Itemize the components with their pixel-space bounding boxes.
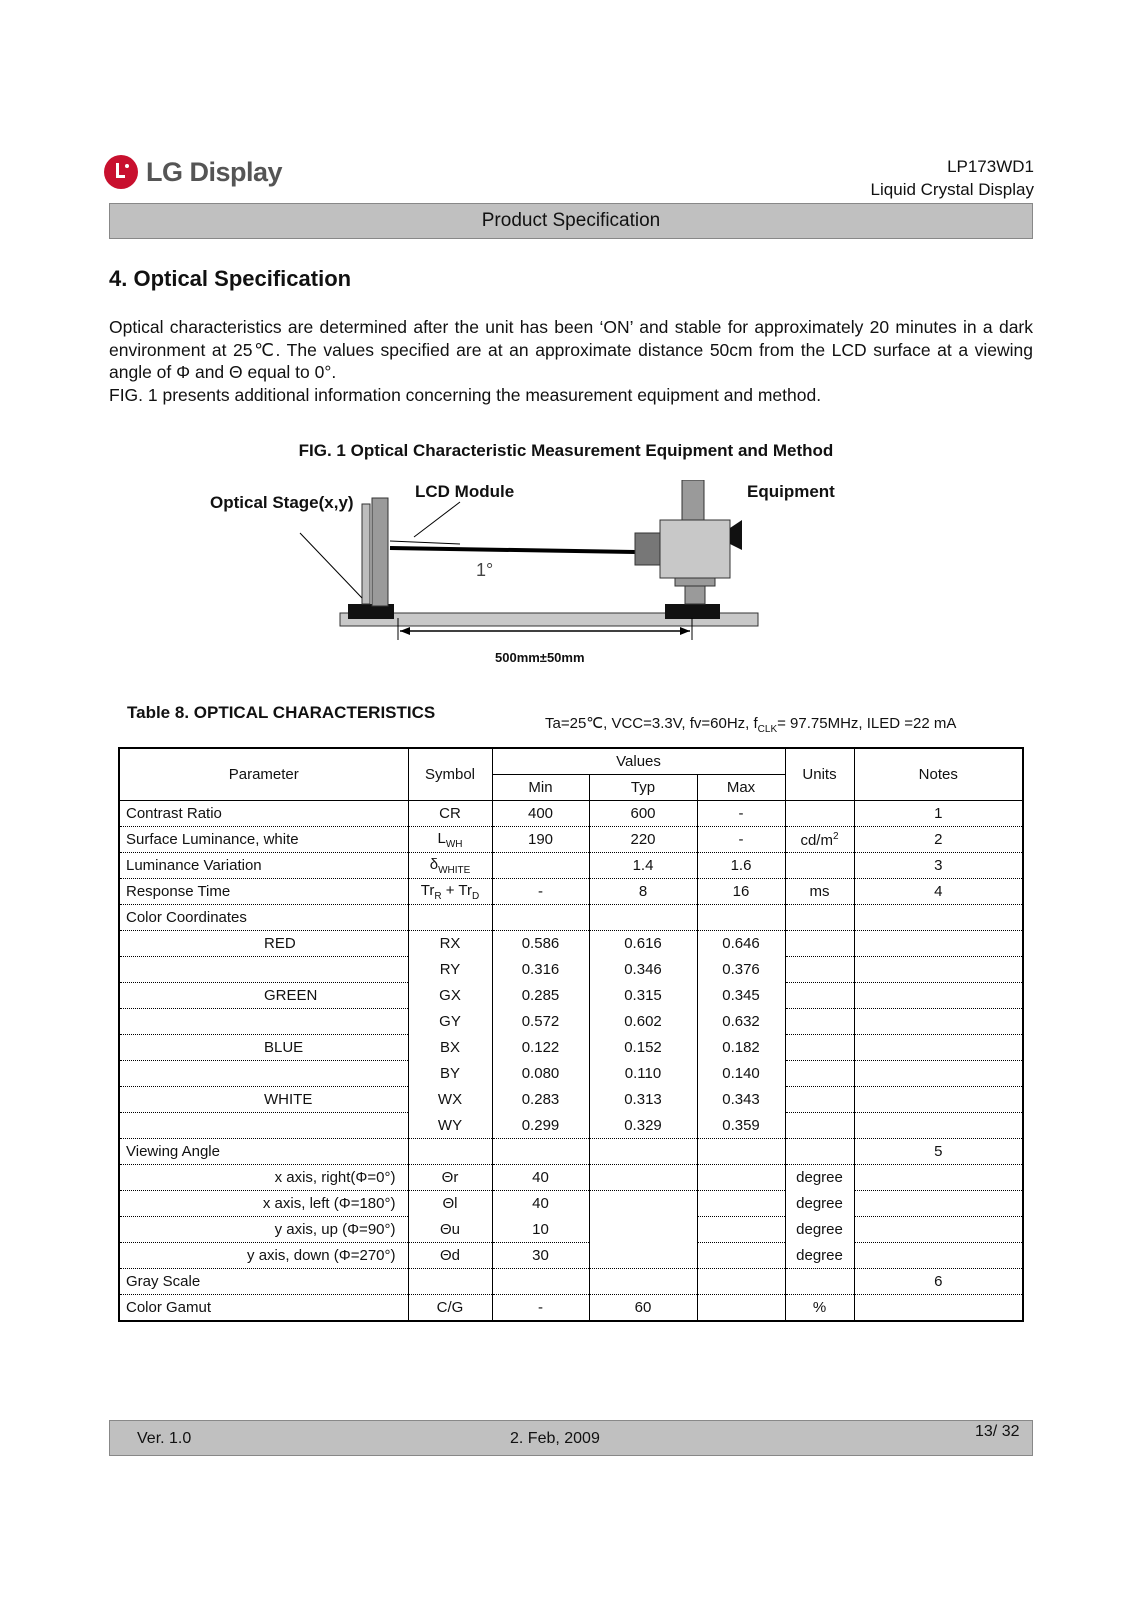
notes-cell: [854, 1087, 1023, 1113]
units-cell: [785, 905, 854, 931]
notes-cell: [854, 1165, 1023, 1191]
symbol-subscript: WHITE: [438, 864, 471, 876]
symbol-text: δ: [429, 855, 439, 873]
symbol-cell: GX: [408, 983, 492, 1009]
table-row: [119, 1087, 1023, 1113]
label-optical-stage: Optical Stage(x,y): [210, 493, 354, 512]
symbol-cell: [408, 827, 492, 853]
param-cell: y axis, up (Φ=90°): [119, 1217, 408, 1243]
header-typ: Typ: [589, 775, 697, 801]
symbol-cell: BX: [408, 1035, 492, 1061]
param-cell: [119, 1061, 408, 1087]
param-cell: y axis, down (Φ=270°): [119, 1243, 408, 1269]
typ-cell: 8: [589, 879, 697, 905]
equipment-foot: [665, 604, 720, 619]
notes-cell: 4: [854, 879, 1023, 905]
table-row: [119, 1217, 1023, 1243]
units-cell: [785, 801, 854, 827]
table-row: [119, 801, 1023, 827]
beam-line-upper: [390, 541, 460, 544]
header-symbol: Symbol: [408, 748, 492, 801]
equipment-post-top: [682, 480, 704, 520]
footer-version: Ver. 1.0: [137, 1430, 192, 1447]
units-cell: [785, 1009, 854, 1035]
max-cell: 0.182: [697, 1035, 785, 1061]
stage-leader-line: [300, 533, 362, 598]
typ-cell: 0.602: [589, 1009, 697, 1035]
typ-cell: 1.4: [589, 853, 697, 879]
param-cell: Viewing Angle: [119, 1139, 408, 1165]
min-cell: 0.080: [492, 1061, 589, 1087]
header-units: Units: [785, 748, 854, 801]
symbol-subscript: R: [434, 890, 442, 902]
param-cell: GREEN: [119, 983, 408, 1009]
min-cell: 0.299: [492, 1113, 589, 1139]
equipment-body: [660, 520, 730, 578]
header-parameter: Parameter: [119, 748, 408, 801]
max-cell: 0.359: [697, 1113, 785, 1139]
min-cell: 40: [492, 1191, 589, 1217]
table-row: [119, 1035, 1023, 1061]
units-cell: [785, 853, 854, 879]
max-cell: -: [697, 827, 785, 853]
notes-cell: [854, 1113, 1023, 1139]
max-cell: 1.6: [697, 853, 785, 879]
symbol-cell: Θd: [408, 1243, 492, 1269]
symbol-cell: [408, 905, 492, 931]
max-cell: [697, 1191, 785, 1217]
table-row: [119, 905, 1023, 931]
param-cell: WHITE: [119, 1087, 408, 1113]
notes-cell: 5: [854, 1139, 1023, 1165]
footer-date: 2. Feb, 2009: [510, 1430, 600, 1447]
equipment-post-bottom: [685, 586, 705, 604]
table-row: [119, 931, 1023, 957]
min-cell: 0.283: [492, 1087, 589, 1113]
symbol-text: L: [437, 829, 446, 847]
typ-cell: 0.346: [589, 957, 697, 983]
min-cell: [492, 1139, 589, 1165]
label-equipment: Equipment: [747, 482, 835, 501]
table-row: [119, 827, 1023, 853]
notes-cell: [854, 1061, 1023, 1087]
typ-cell: 0.152: [589, 1035, 697, 1061]
param-cell: Color Gamut: [126, 1299, 212, 1316]
units-cell: [785, 957, 854, 983]
conditions-text: Ta=25℃, VCC=3.3V, fv=60Hz, f: [545, 715, 758, 732]
units-cell: [785, 1139, 854, 1165]
param-cell: x axis, right(Φ=0°): [119, 1165, 408, 1191]
section-intro: [109, 316, 1033, 406]
notes-cell: [854, 931, 1023, 957]
max-cell: [697, 905, 785, 931]
typ-cell: [589, 1269, 697, 1295]
conditions-text-end: = 97.75MHz, ILED =22 mA: [777, 715, 957, 732]
equipment-mount: [675, 578, 715, 586]
param-cell: [119, 957, 408, 983]
symbol-cell: CR: [408, 801, 492, 827]
typ-cell: 0.110: [589, 1061, 697, 1087]
equipment-eyepiece: [730, 520, 742, 550]
param-cell: Gray Scale: [119, 1269, 408, 1295]
max-cell: [697, 1165, 785, 1191]
symbol-cell: [408, 879, 492, 905]
symbol-cell: Θl: [408, 1191, 492, 1217]
brand-logo: [104, 155, 282, 189]
typ-cell: 600: [589, 801, 697, 827]
max-cell: 0.632: [697, 1009, 785, 1035]
symbol-cell: RX: [408, 931, 492, 957]
param-cell: Color Coordinates: [119, 905, 408, 931]
min-cell: 30: [492, 1243, 589, 1269]
param-cell: RED: [119, 931, 408, 957]
units-cell: ms: [785, 879, 854, 905]
max-cell: [697, 1295, 785, 1322]
symbol-cell: WY: [408, 1113, 492, 1139]
notes-cell: 1: [854, 801, 1023, 827]
notes-cell: [854, 1217, 1023, 1243]
typ-cell: 220: [589, 827, 697, 853]
units-cell: [785, 931, 854, 957]
max-cell: -: [697, 801, 785, 827]
min-cell: 400: [492, 801, 589, 827]
max-cell: [697, 1269, 785, 1295]
table-row: [119, 1295, 1023, 1322]
equipment-lens: [635, 533, 660, 565]
max-cell: [697, 1217, 785, 1243]
notes-cell: 2: [854, 827, 1023, 853]
notes-cell: [854, 983, 1023, 1009]
table-row: [119, 1269, 1023, 1295]
table-row: [119, 853, 1023, 879]
symbol-cell: Θu: [408, 1217, 492, 1243]
units-cell: degree: [785, 1165, 854, 1191]
min-cell: [492, 905, 589, 931]
lcd-panel: [362, 504, 370, 604]
section-title: 4. Optical Specification: [109, 266, 352, 291]
notes-cell: 3: [854, 853, 1023, 879]
arrow-left-icon: [400, 627, 410, 635]
notes-cell: [854, 1035, 1023, 1061]
max-cell: [697, 1243, 785, 1269]
units-cell: [785, 827, 854, 853]
units-cell: %: [785, 1295, 854, 1322]
units-cell: degree: [785, 1243, 854, 1269]
typ-cell: [589, 1165, 697, 1191]
symbol-cell: [408, 1139, 492, 1165]
min-cell: 10: [492, 1217, 589, 1243]
typ-cell: 0.616: [589, 931, 697, 957]
header-right: [871, 155, 1034, 201]
module-leader-line: [414, 502, 460, 537]
symbol-cell: Θr: [408, 1165, 492, 1191]
units-cell: [785, 983, 854, 1009]
table-row: [119, 1139, 1023, 1165]
notes-cell: [854, 1009, 1023, 1035]
min-cell: 0.285: [492, 983, 589, 1009]
header-bar-title: Product Specification: [481, 210, 661, 231]
max-cell: [697, 1139, 785, 1165]
typ-cell: 60: [589, 1295, 697, 1322]
min-cell: [492, 1269, 589, 1295]
units-cell: degree: [785, 1191, 854, 1217]
notes-cell: [854, 1243, 1023, 1269]
units-cell: [785, 1035, 854, 1061]
notes-cell: [854, 905, 1023, 931]
intro-paragraph-1: Optical characteristics are determined after the unit has been ‘ON’ and stable for approximately 20 minutes in a dark environment at 25℃. The values specified are at an approximate distance 50cm from the LCD surface at a viewing angle of Φ and Θ equal to 0°.: [109, 317, 1033, 382]
units-cell: [785, 1087, 854, 1113]
units-cell: [785, 1061, 854, 1087]
notes-cell: 6: [854, 1269, 1023, 1295]
header-max: Max: [697, 775, 785, 801]
table-row: [119, 983, 1023, 1009]
table-row: [119, 1009, 1023, 1035]
min-cell: 0.316: [492, 957, 589, 983]
table-row: [119, 1165, 1023, 1191]
min-cell: 0.572: [492, 1009, 589, 1035]
max-cell: 16: [697, 879, 785, 905]
header-notes: Notes: [854, 748, 1023, 801]
min-cell: 190: [492, 827, 589, 853]
notes-cell: [854, 1295, 1023, 1322]
notes-cell: [854, 957, 1023, 983]
symbol-text: Tr: [420, 881, 435, 899]
units-cell: [785, 1269, 854, 1295]
max-cell: 0.345: [697, 983, 785, 1009]
param-cell: [119, 1009, 408, 1035]
param-cell: Surface Luminance, white: [119, 827, 408, 853]
param-cell: x axis, left (Φ=180°): [119, 1191, 408, 1217]
units-cell: [785, 1113, 854, 1139]
typ-cell: 0.315: [589, 983, 697, 1009]
table-title: Table 8. OPTICAL CHARACTERISTICS: [127, 703, 436, 722]
typ-cell: 0.313: [589, 1087, 697, 1113]
beam-angle: 1°: [476, 560, 494, 580]
units-text: cd/m: [800, 831, 833, 849]
units-superscript: 2: [832, 830, 839, 842]
symbol-cell: [408, 1269, 492, 1295]
typ-cell: [589, 1191, 697, 1217]
typ-cell: [589, 905, 697, 931]
header-min: Min: [492, 775, 589, 801]
lg-logo-icon: [104, 155, 138, 189]
distance-label: 500mm±50mm: [495, 650, 585, 665]
symbol-cell: WX: [408, 1087, 492, 1113]
header-bar: [109, 203, 1033, 239]
typ-cell: 0.329: [589, 1113, 697, 1139]
param-cell: Luminance Variation: [119, 853, 408, 879]
table-row: [119, 879, 1023, 905]
param-cell: Response Time: [119, 879, 408, 905]
table-row: [119, 1061, 1023, 1087]
min-cell: [492, 853, 589, 879]
min-cell: 0.586: [492, 931, 589, 957]
param-cell: Contrast Ratio: [119, 801, 408, 827]
symbol-cell: BY: [408, 1061, 492, 1087]
symbol-cell: [408, 853, 492, 879]
symbol-cell: C/G: [408, 1295, 492, 1322]
table-row: [119, 1191, 1023, 1217]
label-lcd-module: LCD Module: [415, 482, 515, 501]
param-cell: [119, 1113, 408, 1139]
optical-characteristics-table: [118, 747, 1024, 1322]
product-type: Liquid Crystal Display: [870, 180, 1034, 199]
conditions-subscript: CLK: [757, 724, 778, 735]
table-row: [119, 1113, 1023, 1139]
stage-post: [372, 498, 388, 606]
table-row: [119, 957, 1023, 983]
min-cell: -: [492, 879, 589, 905]
units-cell: degree: [785, 1217, 854, 1243]
typ-cell: [589, 1217, 697, 1243]
min-cell: 0.122: [492, 1035, 589, 1061]
figure-title: FIG. 1 Optical Characteristic Measurement Equipment and Method: [298, 441, 834, 460]
min-cell: -: [492, 1295, 589, 1322]
table-row: [119, 1243, 1023, 1269]
typ-cell: [589, 1139, 697, 1165]
model-number: LP173WD1: [947, 157, 1034, 176]
brand-name: LG Display: [146, 156, 283, 187]
symbol-text-mid: + Tr: [441, 881, 473, 899]
symbol-cell: GY: [408, 1009, 492, 1035]
arrow-right-icon: [680, 627, 690, 635]
max-cell: 0.343: [697, 1087, 785, 1113]
max-cell: 0.376: [697, 957, 785, 983]
max-cell: 0.646: [697, 931, 785, 957]
symbol-subscript-2: D: [472, 890, 480, 902]
header-values: Values: [492, 748, 785, 775]
typ-cell: [589, 1243, 697, 1269]
intro-paragraph-2: FIG. 1 presents additional information concerning the measurement equipment and method.: [109, 384, 822, 405]
max-cell: 0.140: [697, 1061, 785, 1087]
min-cell: 40: [492, 1165, 589, 1191]
symbol-cell: RY: [408, 957, 492, 983]
notes-cell: [854, 1191, 1023, 1217]
symbol-subscript: WH: [445, 838, 463, 850]
table-header-row: [119, 748, 1023, 775]
footer-page-number: 13/ 32: [975, 1423, 1020, 1440]
param-cell: BLUE: [119, 1035, 408, 1061]
beam-line: [390, 548, 635, 552]
table-conditions: [545, 714, 956, 735]
